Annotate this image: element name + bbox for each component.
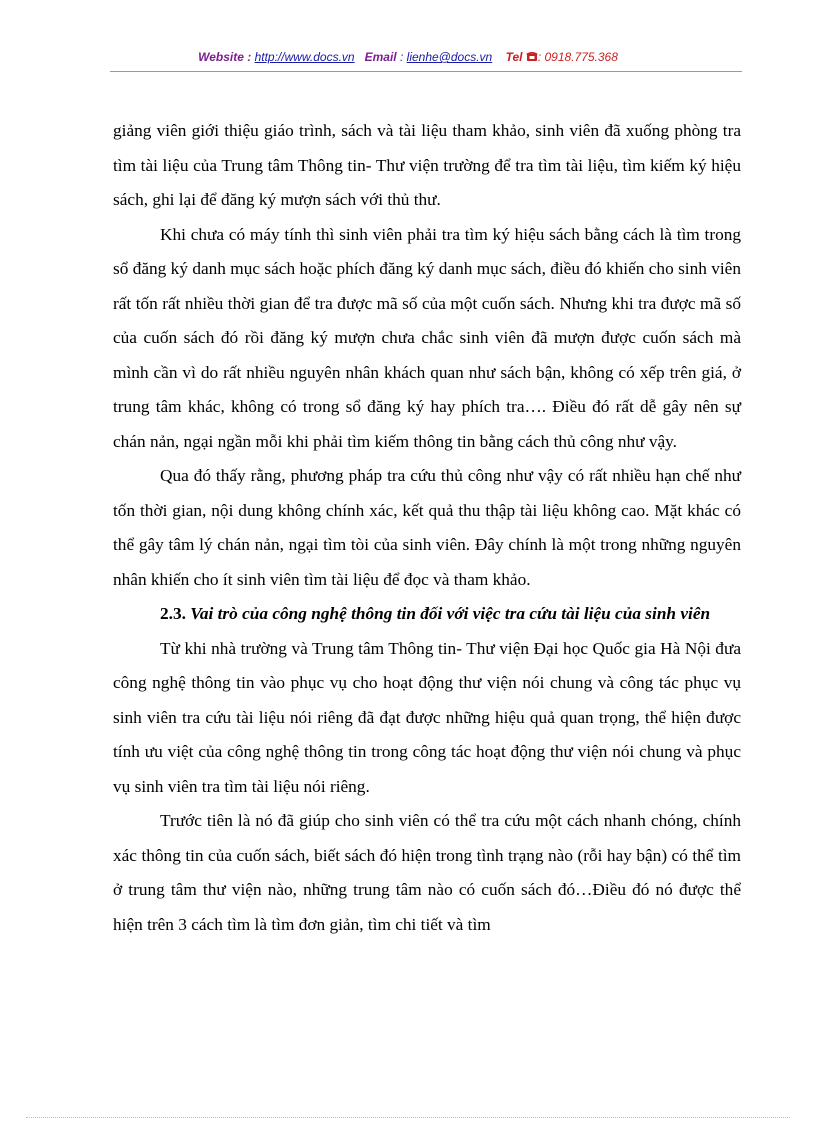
email-link[interactable]: lienhe@docs.vn xyxy=(406,50,493,64)
section-title: Vai trò của công nghệ thông tin đối với việc tra cứu tài liệu của sinh viên xyxy=(190,604,711,623)
email-label: Email xyxy=(364,50,397,64)
document-body xyxy=(113,114,741,942)
paragraph-2: Khi chưa có máy tính thì sinh viên phải tra tìm ký hiệu sách bằng cách là tìm trong sổ đăng ký danh mục sách hoặc phích đăng ký danh mục sách, điều đó khiến cho sinh viên rất tốn rất nhiều thời gian để tra được mã số của một cuốn sách. Nhưng khi tra được mã số của cuốn sách đó rồi đăng ký mượn chưa chắc sinh viên đã mượn được cuốn sách mà mình cần vì do rất nhiều nguyên nhân khách quan như sách bận, không có xếp trên giá, ở trung tâm khác, không có trong sổ đăng ký hay phích tra…. Điều đó rất dễ gây nên sự chán nản, ngại ngần mỗi khi phải tìm kiếm thông tin bằng cách thủ công như vậy. xyxy=(113,224,741,451)
tel-label: Tel xyxy=(505,50,523,64)
paragraph-1: giảng viên giới thiệu giáo trình, sách và tài liệu tham khảo, sinh viên đã xuống phòng tra tìm tài liệu của Trung tâm Thông tin- Thư viện trường để tra tìm tài liệu, tìm kiếm ký hiệu sách, ghi lại để đăng ký mượn sách với thủ thư. xyxy=(113,121,741,209)
section-heading xyxy=(113,597,741,632)
paragraph-4: Từ khi nhà trường và Trung tâm Thông tin- Thư viện Đại học Quốc gia Hà Nội đưa công nghệ thông tin vào phục vụ cho hoạt động thư viện nói chung và công tác phục vụ sinh viên tra cứu tài liệu nói riêng đã đạt được những hiệu quả quan trọng, thể hiện được tính ưu việt của công nghệ thông tin trong công tác hoạt động thư viện nói chung và phục vụ sinh viên tra tìm tài liệu nói riêng. xyxy=(113,638,741,796)
email-separator: : xyxy=(396,50,404,64)
footer-divider xyxy=(26,1117,790,1118)
header-divider xyxy=(110,71,742,72)
paragraph-5: Trước tiên là nó đã giúp cho sinh viên có thể tra cứu một cách nhanh chóng, chính xác thông tin của cuốn sách, biết sách đó hiện trong tình trạng nào (rỗi hay bận) có thể tìm ở trung tâm thư viện nào, những trung tâm nào có cuốn sách đó…Điều đó nó được thể hiện trên 3 cách tìm là tìm đơn giản, tìm chi tiết và tìm xyxy=(113,811,741,934)
section-number: 2.3. xyxy=(160,604,186,623)
website-link[interactable]: http://www.docs.vn xyxy=(254,50,355,64)
tel-number: : 0918.775.368 xyxy=(537,50,618,64)
page-header xyxy=(0,50,816,65)
website-label: Website : xyxy=(198,50,252,64)
phone-icon xyxy=(526,51,538,65)
paragraph-3: Qua đó thấy rằng, phương pháp tra cứu thủ công như vậy có rất nhiều hạn chế như tốn thời gian, nội dung không chính xác, kết quả thu thập tài liệu không cao. Mặt khác có thể gây tâm lý chán nản, ngại tìm tòi của sinh viên. Đây chính là một trong những nguyên nhân khiến cho ít sinh viên tìm tài liệu để đọc và tham khảo. xyxy=(113,466,741,589)
